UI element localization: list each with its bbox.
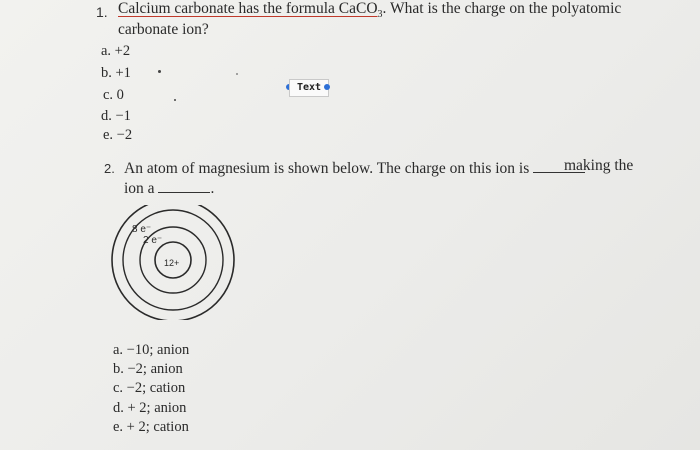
text-annotation-box[interactable]: Text [289,79,329,97]
question-1-text-line2: carbonate ion? [118,21,209,38]
q1-option-c[interactable]: c. 0 [103,87,124,103]
question-1-number: 1. [96,4,108,20]
nucleus-label: 12+ [164,258,180,268]
q2-option-d[interactable]: d. + 2; anion [113,400,187,416]
q1-option-d[interactable]: d. −1 [101,108,131,124]
question-1-text [118,0,621,20]
q1-option-b[interactable]: b. +1 [101,65,131,81]
question-1-underlined-text: Calcium carbonate has the formula CaCO$_3$ [118,0,383,21]
question-2-text: An atom of magnesium is shown below. The charge on this ion is [124,158,585,178]
q1-option-e[interactable]: e. −2 [103,127,133,143]
stray-dot [174,99,176,101]
answer-blank-2[interactable] [158,178,210,193]
q1-option-a[interactable]: a. +2 [101,43,131,59]
textbox-right-handle[interactable] [324,84,330,90]
q2-option-a[interactable]: a. −10; anion [113,342,190,358]
question-2-text-tail: making the [564,157,634,174]
outer-shell-label: 8 e⁻ [132,224,152,235]
question-2-number: 2. [104,161,115,176]
stray-dot [236,73,238,75]
formula-subscript: 3 [377,9,383,21]
magnesium-ion-diagram [110,205,240,325]
stray-dot [158,70,161,73]
q2-option-e[interactable]: e. + 2; cation [113,419,189,435]
q2-option-b[interactable]: b. −2; anion [113,361,183,377]
question-2-text-line2: ion a . [124,180,215,197]
inner-shell-label: 2 e⁻ [143,235,163,246]
question-1-text-rest: . What is the charge on the polyatomic [382,0,622,17]
q2-option-c[interactable]: c. −2; cation [113,380,186,396]
